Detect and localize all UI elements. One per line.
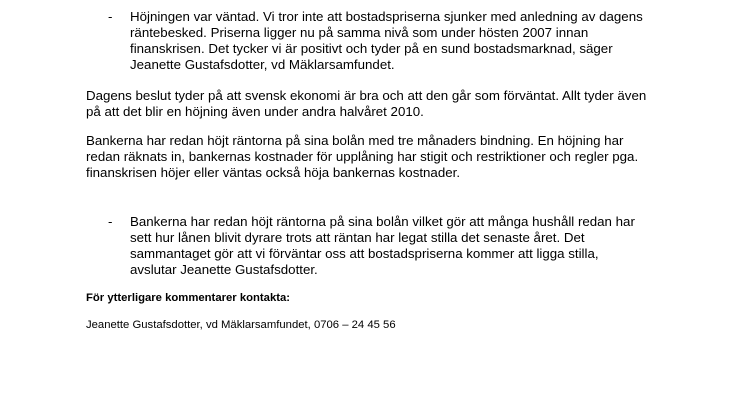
paragraph-economy: Dagens beslut tyder på att svensk ekonomi är bra och att den går som förväntat. Allt tyder även på att det blir en höjning även under andra halvåret 2010. bbox=[86, 88, 647, 119]
bullet-text: Höjningen var väntad. Vi tror inte att bostadspriserna sjunker med anledning av dagens räntebesked. Priserna ligger nu på samma nivå som under hösten 2007 innan finanskrisen. Det tycker vi är positivt och tyder på en sund bostadsmarknad, säger Jeanette Gustafsdotter, vd Mäklarsamfundet. bbox=[130, 9, 643, 72]
contact-heading: För ytterligare kommentarer kontakta: bbox=[86, 292, 291, 304]
bullet-text: Bankerna har redan höjt räntorna på sina bolån vilket gör att många hushåll redan har sett hur lånen blivit dyrare trots att räntan har legat stilla det senaste året. Det sammantaget gör att vi förväntar oss att bostadspriserna kommer att ligga stilla, avslutar Jeanette Gustafsdotter. bbox=[130, 214, 635, 277]
contact-line: Jeanette Gustafsdotter, vd Mäklarsamfundet, 0706 – 24 45 56 bbox=[86, 319, 396, 331]
quote-bullet-1 bbox=[108, 9, 648, 73]
bullet-dash: - bbox=[108, 214, 113, 229]
paragraph-banks: Bankerna har redan höjt räntorna på sina bolån med tre månaders bindning. En höjning har redan räknats in, bankernas kostnader för upplåning har stigit och restriktioner och regler pga. finanskrisen höjer eller väntas också höja bankernas kostnader. bbox=[86, 133, 639, 180]
quote-bullet-2 bbox=[108, 214, 648, 278]
bullet-dash: - bbox=[108, 9, 113, 24]
